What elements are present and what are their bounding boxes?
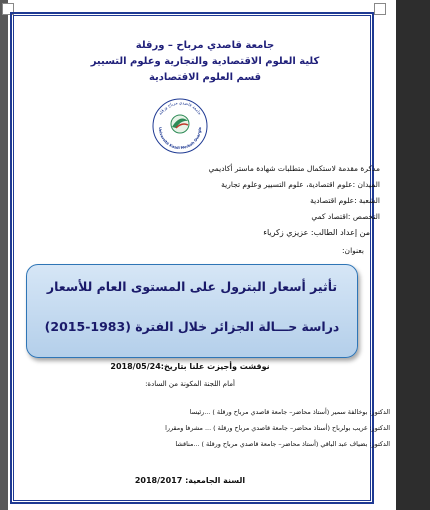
thesis-title: تأثير أسعار البترول على المستوى العام للأسعار [46,279,338,294]
field-line: الميدان :علوم اقتصادية، علوم التسيير وعلوم تجارية [221,180,380,189]
committee-intro: أمام اللجنة المكونة من السادة: [145,380,235,388]
academic-year: السنة الجامعية: 2018/2017 [134,476,246,485]
thesis-subtitle: دراسة حـــالة الجزائر خلال الفترة (1983-2015) [44,319,340,334]
specialty-line: التخصص :اقتصاد كمي [311,212,380,221]
university-name: جامعة قاصدي مرباح – ورقلة [135,40,275,51]
faculty-name: كلية العلوم الاقتصادية والتجارية وعلوم التسيير [90,56,320,67]
committee-member: الدكتور: بوخالفة سمير (أستاذ محاضر– جامعة قاصدي مرباح ورقلة ) ...رئيسا [189,408,390,416]
logo-latin-text: Université Kasdi Merbah Ouargla [157,127,203,151]
viewer-sidebar [396,0,430,510]
branch-line: الشعبة :علوم اقتصادية [310,196,380,205]
department-name: قسم العلوم الاقتصادية [148,72,262,83]
committee-member: الدكتور: غريب بولرباح (أستاذ محاضر– جامعة قاصدي مرباح ورقلة ) ... مشرفا ومقررا [165,424,390,432]
titled-line: بعنوان: [342,246,364,255]
crop-marker [374,3,386,15]
student-line: من إعداد الطالب: عزيزي زكرياء [263,228,370,237]
committee-member: الدكتور: بضياف عبد الباقي (أستاذ محاضر– جامعة قاصدي مرباح ورقلة ) ...مناقشا [175,440,390,448]
defense-date: نوقشت وأجيزت علنا بتاريخ:2018/05/24 [110,362,270,371]
thesis-title-box [26,264,358,358]
logo-arabic-text: جامعة قاصدي مرباح ورقلة [157,99,203,116]
memo-line: مذكرة مقدمة لاستكمال متطلبات شهادة ماستر أكاديمي [208,164,380,173]
university-logo [150,94,210,154]
